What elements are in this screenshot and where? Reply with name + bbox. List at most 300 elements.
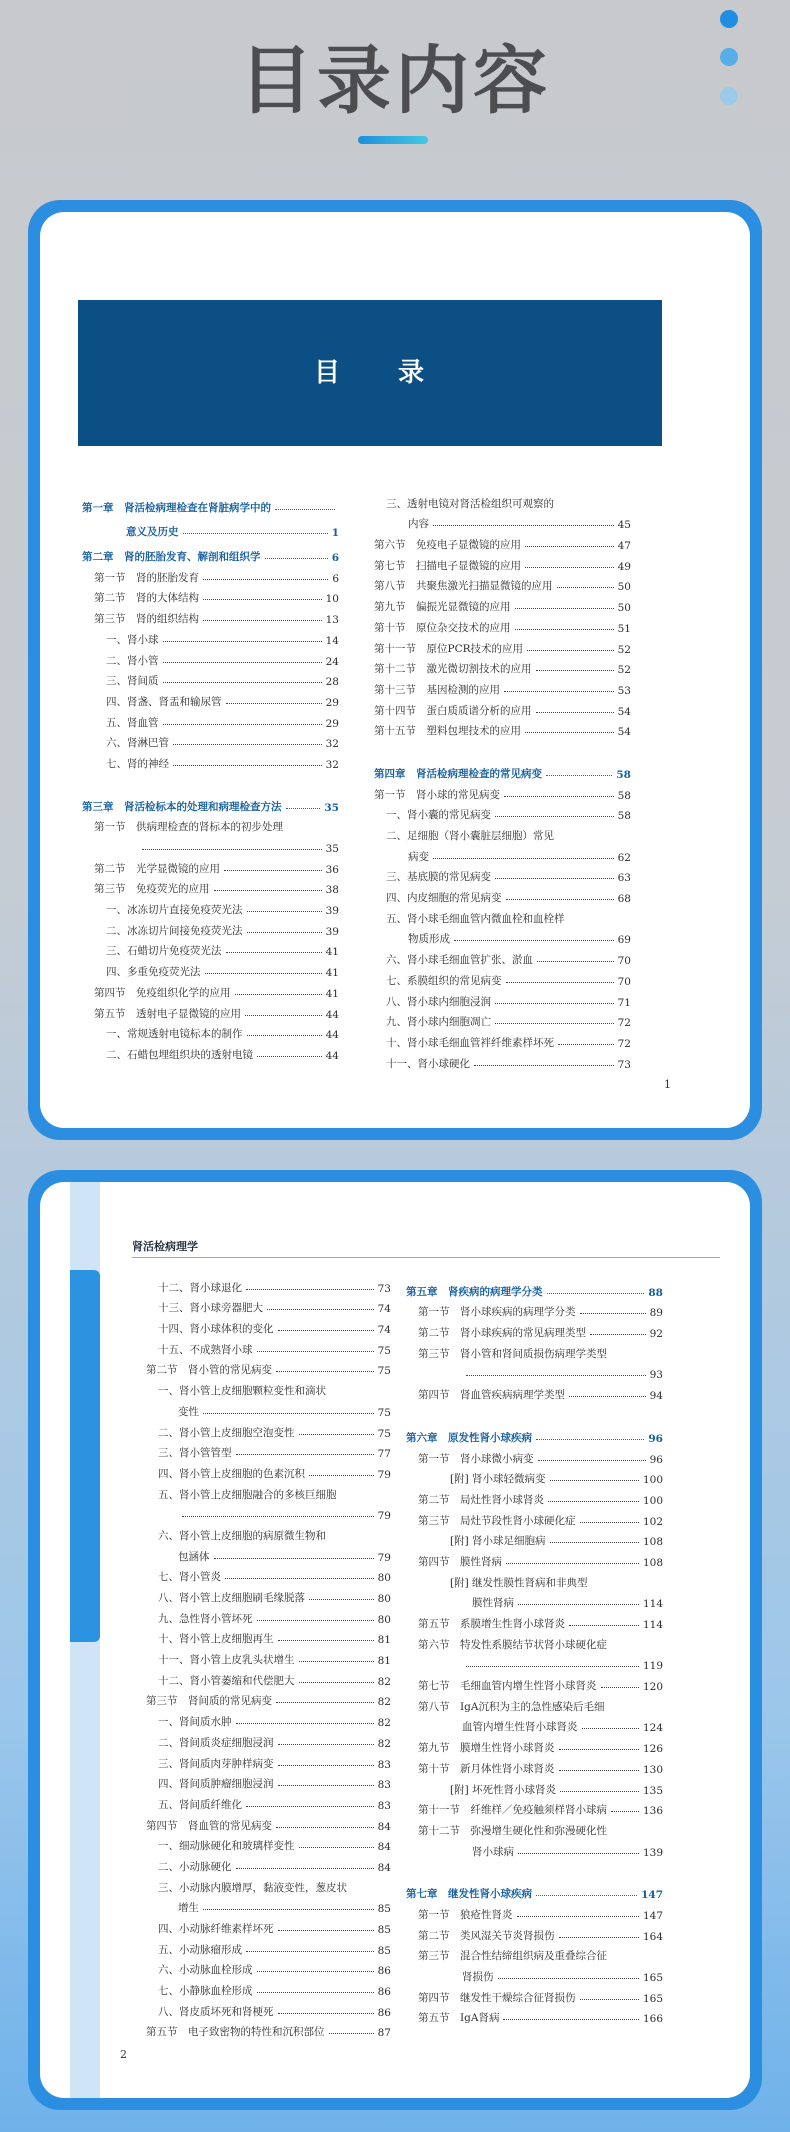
toc-entry — [82, 585, 339, 606]
toc-page-ref: 96 — [648, 1432, 663, 1445]
toc-entry — [406, 1714, 663, 1735]
toc-entry-label: 九、肾小球内细胞凋亡 — [386, 1016, 491, 1029]
toc-entry-label: 病变 — [408, 850, 429, 863]
toc-entry — [406, 1548, 663, 1569]
toc-entry — [134, 1564, 391, 1585]
toc-page-ref: 70 — [617, 975, 631, 988]
toc-entry — [406, 1319, 663, 1340]
toc-dot-leader — [276, 1827, 374, 1828]
header-rule — [132, 1257, 720, 1258]
toc-entry-label: 意义及历史 — [126, 526, 179, 539]
toc-dot-leader — [257, 1056, 322, 1057]
toc-dot-leader — [299, 1847, 374, 1848]
toc-entry-label: 十、肾小管上皮细胞再生 — [158, 1633, 274, 1646]
toc-spacer — [82, 771, 339, 789]
toc-entry — [406, 1922, 663, 1943]
toc-entry — [374, 946, 631, 967]
toc-dot-leader — [557, 587, 614, 588]
toc-entry — [134, 1315, 391, 1336]
toc-page-ref: 44 — [325, 1049, 339, 1062]
toc-page-ref: 6 — [331, 552, 339, 565]
toc-page-ref: 10 — [325, 593, 339, 606]
toc-dot-leader — [173, 744, 322, 745]
toc-entry — [82, 750, 339, 771]
toc-dot-leader — [278, 2013, 374, 2014]
toc-dot-leader — [506, 899, 614, 900]
toc-entry — [406, 1963, 663, 1984]
toc-page-ref: 29 — [325, 717, 339, 730]
toc-entry — [374, 490, 631, 511]
toc-page-ref: 135 — [642, 1784, 663, 1797]
toc-entry-label: 第一节 肾小球微小病变 — [418, 1452, 534, 1465]
toc-entry-label: 第二节 肾小管的常见病变 — [146, 1364, 272, 1377]
toc-entry — [134, 1295, 391, 1316]
toc-entry-label: 三、基底膜的常见病变 — [386, 871, 491, 884]
toc-chapter-entry — [82, 519, 339, 540]
toc-entry-label: 六、肾淋巴管 — [106, 737, 169, 750]
toc-dot-leader — [518, 1853, 639, 1854]
toc-page-ref: 41 — [325, 946, 339, 959]
toc-dot-leader — [536, 1439, 644, 1440]
toc-entry-label: 十、肾小球毛细血管袢纤维素样坏死 — [386, 1036, 554, 1049]
toc-entry-label: 第二节 局灶性肾小球肾炎 — [418, 1493, 544, 1506]
toc-dot-leader — [142, 849, 322, 850]
toc-dot-leader — [466, 1375, 646, 1376]
toc-page-ref: 32 — [325, 738, 339, 751]
toc-spacer — [406, 1402, 663, 1420]
toc-entry-label: [附] 坏死性肾小球肾炎 — [450, 1783, 557, 1796]
toc-page-ref: 80 — [377, 1613, 391, 1626]
toc-entry — [406, 1838, 663, 1859]
toc-entry — [134, 1357, 391, 1378]
toc-entry-label: 第五节 电子致密物的特性和沉积部位 — [146, 2026, 325, 2039]
toc-dot-leader — [537, 961, 614, 962]
toc-page-ref: 96 — [649, 1453, 663, 1466]
toc-page-ref: 62 — [617, 851, 631, 864]
toc-dot-leader — [247, 1035, 322, 1036]
toc-entry — [82, 605, 339, 626]
toc-entry — [82, 626, 339, 647]
toc-entry — [374, 864, 631, 885]
toc-dot-leader — [278, 1640, 374, 1641]
toc-entry-label: 三、小动脉内膜增厚，黏液变性，葱皮状 — [158, 1881, 347, 1894]
toc-page-ref: 86 — [377, 2006, 391, 2019]
toc-entry — [134, 1915, 391, 1936]
toc-entry-label: 四、小动脉纤维素样坏死 — [158, 1923, 274, 1935]
toc-page-ref: 100 — [642, 1474, 663, 1487]
toc-dot-leader — [257, 1351, 374, 1352]
toc-entry-label: 十一、肾小管上皮乳头状增生 — [158, 1654, 295, 1667]
toc-entry — [406, 1340, 663, 1361]
toc-page-ref: 100 — [642, 1494, 663, 1507]
toc-page-ref: 58 — [616, 768, 631, 781]
page-number: 2 — [120, 2048, 127, 2061]
toc-entry — [82, 814, 339, 835]
toc-entry — [406, 1776, 663, 1797]
toc-dot-leader — [527, 650, 614, 651]
toc-entry — [134, 1502, 391, 1523]
toc-page-ref: 1 — [331, 527, 339, 540]
toc-entry-label: 第十五节 塑料包埋技术的应用 — [374, 725, 521, 738]
toc-entry — [374, 573, 631, 594]
toc-page-ref: 114 — [642, 1598, 663, 1611]
toc-page-ref: 63 — [617, 872, 631, 885]
toc-dot-leader — [580, 1999, 639, 2000]
toc-dot-leader — [503, 2019, 639, 2020]
toc-entry-label: 二、肾间质炎症细胞浸润 — [158, 1736, 274, 1749]
toc-dot-leader — [173, 765, 322, 766]
toc-dot-leader — [536, 1895, 637, 1896]
toc-dot-leader — [536, 670, 614, 671]
toc-page-ref: 80 — [377, 1572, 391, 1585]
toc-entry-label: 第十三节 基因检测的应用 — [374, 683, 500, 696]
toc-entry — [82, 564, 339, 585]
toc-entry-label: 变性 — [178, 1405, 199, 1418]
toc-entry — [82, 855, 339, 876]
toc-entry-label: 第六节 免疫电子显微镜的应用 — [374, 539, 521, 552]
toc-page-ref: 93 — [649, 1369, 663, 1382]
toc-page-ref: 6 — [332, 572, 339, 585]
toc-entry — [134, 2019, 391, 2040]
toc-entry-label: 第八节 共聚焦激光扫描显微镜的应用 — [374, 580, 553, 593]
toc-entry-label: 五、肾小球毛细血管内微血栓和血栓样 — [386, 912, 565, 925]
toc-page-ref: 72 — [617, 1037, 631, 1050]
toc-page-ref: 81 — [377, 1634, 391, 1647]
toc-dot-leader — [466, 1666, 639, 1667]
toc-dot-leader — [214, 890, 322, 891]
toc-entry-label: 第十四节 蛋白质质谱分析的应用 — [374, 704, 532, 717]
toc-entry-label: 第五节 系膜增生性肾小球肾炎 — [418, 1618, 565, 1630]
toc-banner: 目 录 — [78, 300, 662, 446]
toc-entry — [82, 688, 339, 709]
toc-entry-label: [附] 继发性膜性肾病和非典型 — [450, 1576, 588, 1589]
toc-entry — [134, 1833, 391, 1854]
toc-dot-leader — [265, 558, 328, 559]
toc-dot-leader — [246, 1289, 374, 1290]
toc-entry — [134, 1274, 391, 1295]
toc-page-ref: 102 — [642, 1515, 663, 1528]
toc-page-ref: 85 — [377, 1944, 391, 1957]
toc-dot-leader — [183, 533, 328, 534]
toc-entry-label: 第三节 局灶节段性肾小球硬化症 — [418, 1514, 576, 1527]
toc-page-ref: 75 — [377, 1344, 391, 1357]
toc-dot-leader — [236, 1868, 374, 1869]
toc-page-ref: 39 — [325, 925, 339, 938]
toc-dot-leader — [569, 1625, 639, 1626]
toc-entry-label: 第四节 肾血管疾病病理学类型 — [418, 1389, 565, 1402]
toc-page-ref: 83 — [377, 1758, 391, 1771]
toc-entry-label: 第十一节 原位PCR技术的应用 — [374, 642, 524, 655]
toc-entry-label: 二、冰冻切片间接免疫荧光法 — [106, 924, 243, 937]
toc-entry-label: 第一节 肾的胚胎发育 — [94, 571, 199, 584]
toc-entry — [374, 718, 631, 739]
toc-entry — [374, 614, 631, 635]
toc-entry — [406, 1797, 663, 1818]
toc-dot-leader — [525, 732, 614, 733]
toc-dot-leader — [580, 1522, 639, 1523]
toc-entry-label: 第三节 免疫荧光的应用 — [94, 883, 210, 896]
toc-entry — [374, 656, 631, 677]
toc-page-ref: 24 — [325, 655, 339, 668]
toc-entry-label: 八、肾小球内细胞浸润 — [386, 995, 491, 1008]
toc-page-2 — [40, 1182, 750, 2098]
toc-entry — [374, 843, 631, 864]
toc-page-ref: 120 — [642, 1681, 663, 1694]
toc-dot-leader — [247, 932, 322, 933]
toc-dot-leader — [504, 691, 614, 692]
decor-dot-1 — [720, 10, 738, 28]
toc-page-ref: 52 — [617, 643, 631, 656]
toc-page-ref: 58 — [617, 789, 631, 802]
toc-entry-label: 第四节 膜性肾病 — [418, 1555, 502, 1568]
toc-entry-label: 一、常规透射电镜标本的制作 — [106, 1028, 243, 1041]
toc-page-ref: 71 — [617, 996, 631, 1009]
toc-page-ref: 77 — [377, 1448, 391, 1461]
toc-dot-leader — [506, 1563, 639, 1564]
toc-entry — [134, 1522, 391, 1543]
toc-page-ref: 124 — [642, 1722, 663, 1735]
toc-entry-label: 第七节 毛细血管内增生性肾小球肾炎 — [418, 1680, 597, 1693]
toc-dot-leader — [226, 952, 322, 953]
toc-page-ref: 88 — [648, 1286, 663, 1299]
toc-page-card-2 — [28, 1170, 762, 2110]
toc-entry — [82, 1021, 339, 1042]
toc-entry — [374, 802, 631, 823]
toc-dot-leader — [559, 1770, 639, 1771]
toc-dot-leader — [504, 796, 614, 797]
toc-entry-label: 十二、肾小球退化 — [158, 1281, 242, 1294]
toc-dot-leader — [558, 1044, 614, 1045]
toc-dot-leader — [286, 808, 321, 809]
toc-entry-label: 五、肾小管上皮细胞融合的多核巨细胞 — [158, 1488, 337, 1501]
toc-entry — [134, 1895, 391, 1916]
toc-entry-label: 一、冰冻切片直接免疫荧光法 — [106, 904, 243, 917]
toc-entry — [82, 834, 339, 855]
toc-entry — [406, 1445, 663, 1466]
toc-dot-leader — [225, 1578, 374, 1579]
toc-page-card-1 — [28, 200, 762, 1140]
toc-dot-leader — [506, 982, 614, 983]
toc-entry-label: 二、足细胞（肾小囊脏层细胞）常见 — [386, 830, 554, 842]
toc-right-column — [374, 490, 631, 1071]
toc-entry-label: 三、石蜡切片免疫荧光法 — [106, 945, 222, 958]
toc-entry-label: 八、肾皮质坏死和肾梗死 — [158, 2005, 274, 2018]
toc-spacer — [406, 1859, 663, 1877]
toc-entry — [134, 1377, 391, 1398]
toc-right-column — [406, 1274, 663, 2025]
toc-dot-leader — [278, 1744, 374, 1745]
toc-page-1 — [40, 212, 750, 1128]
toc-dot-leader — [582, 1728, 639, 1729]
sidebar-tab — [70, 1270, 100, 1642]
toc-dot-leader — [214, 1558, 374, 1559]
toc-dot-leader — [203, 1909, 374, 1910]
toc-entry-label: 二、肾小管 — [106, 654, 159, 667]
toc-chapter-entry — [406, 1881, 663, 1902]
toc-entry-label: 包涵体 — [178, 1550, 210, 1563]
toc-entry-label: 第四节 继发性干燥综合征肾损伤 — [418, 1991, 576, 2004]
toc-page-ref: 82 — [377, 1675, 391, 1688]
toc-spacer — [374, 738, 631, 756]
toc-page-ref: 79 — [377, 1468, 391, 1481]
toc-left-column — [134, 1274, 391, 2039]
toc-entry — [374, 593, 631, 614]
toc-entry — [374, 552, 631, 573]
toc-entry-label: 三、肾间质肉芽肿样病变 — [158, 1757, 274, 1770]
toc-entry-label: 第三章 肾活检标本的处理和病理检查方法 — [82, 800, 282, 813]
toc-page-ref: 70 — [617, 955, 631, 968]
toc-page-ref: 92 — [649, 1328, 663, 1341]
toc-entry-label: 第六节 特发性系膜结节状肾小球硬化症 — [418, 1638, 607, 1651]
toc-page-ref: 84 — [377, 1861, 391, 1874]
toc-page-ref: 75 — [377, 1406, 391, 1419]
toc-entry — [82, 896, 339, 917]
toc-page-ref: 36 — [325, 863, 339, 876]
toc-dot-leader — [163, 682, 322, 683]
toc-entry — [374, 926, 631, 947]
toc-page-ref: 81 — [377, 1655, 391, 1668]
toc-dot-leader — [205, 973, 322, 974]
toc-entry-label: 第二节 光学显微镜的应用 — [94, 862, 220, 875]
toc-dot-leader — [278, 1785, 374, 1786]
toc-page-ref: 108 — [642, 1536, 663, 1549]
toc-entry-label: 四、肾盏、肾盂和输尿管 — [106, 695, 222, 708]
toc-entry-label: 第三节 肾小管和肾间质损伤病理学类型 — [418, 1347, 607, 1360]
toc-dot-leader — [550, 1542, 639, 1543]
toc-entry-label: 七、肾的神经 — [106, 757, 169, 770]
toc-page-ref: 85 — [377, 1903, 391, 1916]
toc-page-ref: 82 — [377, 1696, 391, 1709]
toc-page-ref: 82 — [377, 1737, 391, 1750]
toc-page-ref: 108 — [642, 1556, 663, 1569]
toc-entry-label: 五、肾血管 — [106, 716, 159, 729]
toc-page-ref: 75 — [377, 1427, 391, 1440]
toc-dot-leader — [278, 1765, 374, 1766]
toc-dot-leader — [276, 1702, 374, 1703]
toc-entry — [82, 876, 339, 897]
toc-entry — [406, 1652, 663, 1673]
running-head: 肾活检病理学 — [132, 1240, 198, 1253]
toc-entry-label: 第十节 原位杂交技术的应用 — [374, 621, 511, 634]
toc-dot-leader — [309, 1475, 374, 1476]
decor-dot-2 — [720, 48, 738, 66]
toc-entry-label: 第五章 肾疾病的病理学分类 — [406, 1285, 543, 1298]
toc-entry-label: 二、小动脉硬化 — [158, 1860, 232, 1873]
toc-entry-label: 四、多重免疫荧光法 — [106, 966, 201, 979]
toc-entry — [134, 1419, 391, 1440]
toc-page-ref: 28 — [325, 676, 339, 689]
toc-dot-leader — [163, 641, 322, 642]
toc-entry — [134, 1626, 391, 1647]
toc-page-ref: 32 — [325, 758, 339, 771]
toc-entry-label: 第十二节 激光微切割技术的应用 — [374, 663, 532, 676]
toc-dot-leader — [601, 1687, 639, 1688]
toc-entry-label: 六、肾小管上皮细胞的病原微生物和 — [158, 1529, 326, 1542]
toc-page-ref: 83 — [377, 1779, 391, 1792]
toc-dot-leader — [236, 1723, 374, 1724]
toc-page-ref: 82 — [377, 1717, 391, 1730]
toc-entry — [82, 958, 339, 979]
toc-page-ref: 74 — [377, 1324, 391, 1337]
toc-entry-label: 二、石蜡包埋组织块的透射电镜 — [106, 1048, 253, 1061]
toc-entry-label: 六、肾小球毛细血管扩张、淤血 — [386, 954, 533, 967]
toc-page-ref: 85 — [377, 1924, 391, 1936]
toc-page-ref: 50 — [617, 602, 631, 615]
toc-page-ref: 45 — [617, 519, 631, 532]
toc-dot-leader — [224, 870, 322, 871]
toc-entry-label: 六、小动脉血栓形成 — [158, 1964, 253, 1977]
toc-page-ref: 44 — [325, 1029, 339, 1042]
toc-page-ref: 147 — [642, 1909, 663, 1922]
toc-entry — [406, 1901, 663, 1922]
toc-page-ref: 73 — [377, 1282, 391, 1295]
toc-entry — [134, 1460, 391, 1481]
toc-entry-label: 血管内增生性肾小球肾炎 — [462, 1721, 578, 1734]
toc-entry — [134, 1957, 391, 1978]
toc-entry — [406, 1984, 663, 2005]
toc-entry-label: [附] 肾小球足细胞病 — [450, 1535, 546, 1548]
toc-page-ref: 84 — [377, 1820, 391, 1833]
toc-dot-leader — [182, 1516, 374, 1517]
toc-dot-leader — [226, 703, 322, 704]
title-underline — [358, 136, 428, 144]
toc-page-ref: 87 — [377, 2027, 391, 2040]
toc-page-ref: 52 — [617, 664, 631, 677]
toc-entry — [134, 1667, 391, 1688]
toc-entry-label: 一、肾小管上皮细胞颗粒变性和滴状 — [158, 1385, 326, 1398]
toc-entry-label: 第二章 肾的胚胎发育、解剖和组织学 — [82, 551, 261, 564]
toc-page-ref: 44 — [325, 1008, 339, 1021]
toc-entry-label: 第三节 混合性结缔组织病及重叠综合征 — [418, 1950, 607, 1963]
toc-dot-leader — [548, 1501, 639, 1502]
toc-chapter-entry — [82, 793, 339, 814]
toc-page-ref: 83 — [377, 1799, 391, 1812]
toc-entry-label: 内容 — [408, 518, 429, 531]
toc-entry — [374, 676, 631, 697]
toc-entry — [134, 1977, 391, 1998]
toc-entry — [134, 1853, 391, 1874]
toc-page-ref: 79 — [377, 1551, 391, 1564]
toc-entry — [406, 1734, 663, 1755]
toc-chapter-entry — [82, 494, 339, 515]
toc-dot-leader — [267, 1309, 374, 1310]
toc-page-ref: 164 — [642, 1930, 663, 1943]
toc-dot-leader — [559, 1937, 639, 1938]
toc-entry-label: 第一节 狼疮性肾炎 — [418, 1908, 513, 1921]
toc-page-ref: 89 — [649, 1307, 663, 1320]
toc-page-ref: 41 — [325, 987, 339, 1000]
toc-entry-label: [附] 肾小球轻微病变 — [450, 1473, 546, 1486]
toc-entry — [406, 1943, 663, 1964]
toc-page-ref: 165 — [642, 1992, 663, 2005]
toc-dot-leader — [329, 2033, 374, 2034]
toc-entry — [406, 1569, 663, 1590]
toc-dot-leader — [236, 1454, 374, 1455]
toc-dot-leader — [299, 1661, 374, 1662]
toc-dot-leader — [278, 1930, 374, 1931]
toc-entry — [134, 1398, 391, 1419]
toc-dot-leader — [560, 1791, 639, 1792]
toc-entry — [406, 1486, 663, 1507]
toc-page-ref: 35 — [325, 843, 339, 855]
toc-entry — [134, 1605, 391, 1626]
toc-entry-label: 第八节 IgA沉积为主的急性感染后毛细 — [418, 1700, 605, 1713]
toc-page-ref: 72 — [617, 1017, 631, 1030]
toc-dot-leader — [498, 1978, 639, 1979]
toc-entry — [374, 884, 631, 905]
toc-entry-label: 第三节 肾的组织结构 — [94, 613, 199, 626]
toc-entry — [82, 1000, 339, 1021]
